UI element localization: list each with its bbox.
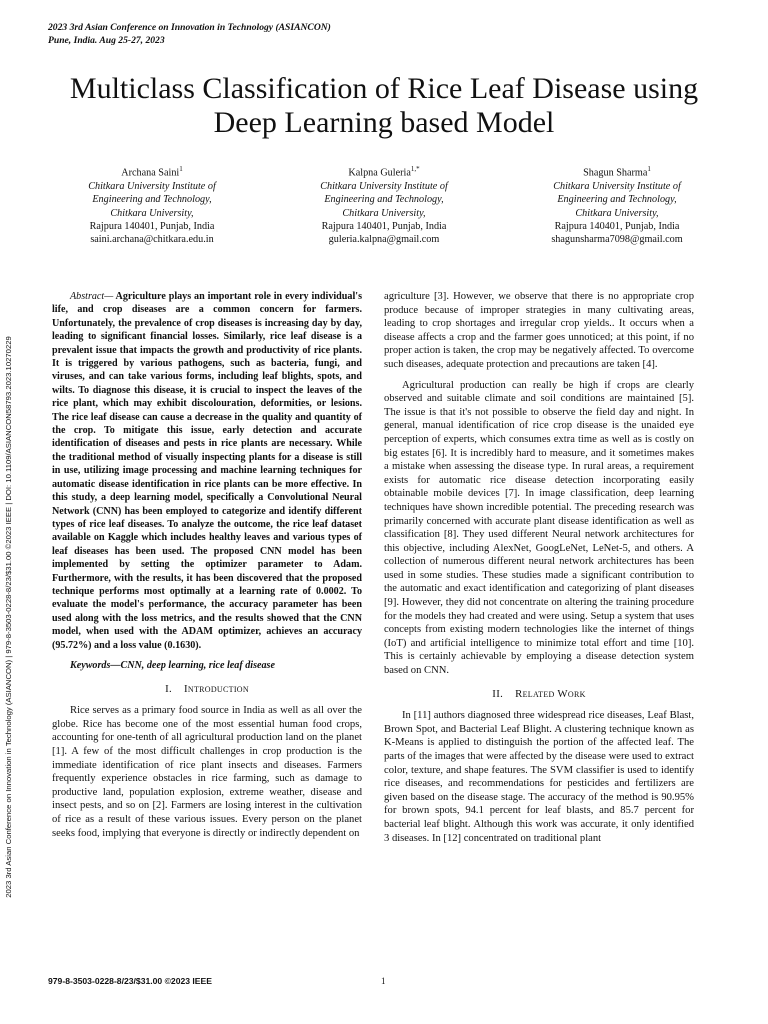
author-address: Rajpura 140401, Punjab, India [321,221,447,233]
author-affiliation: Chitkara University Institute of [88,180,216,192]
author-name: Kalpna Guleria [348,167,411,179]
author-email: guleria.kalpna@gmail.com [328,234,440,246]
author-affiliation: Engineering and Technology, [92,194,212,206]
author-address: Rajpura 140401, Punjab, India [89,221,215,233]
conference-location: Pune, India. Aug 25-27, 2023 [48,35,165,46]
paper-title: Multiclass Classification of Rice Leaf Disease using Deep Learning based Model [69,72,699,139]
abstract-text: Agriculture plays an important role in every individual's life, and crop diseases are a common concern for farmers. Unfortunately, the prevalence of crop diseases is increasing day by day, leading to significant financial losses. Similarly, rice leaf disease is a prevalent issue that impacts the growth and productivity of rice plants. It is triggered by various pathogens, such as bacteria, fungi, and viruses, and can take various forms, including leaf blights, spots, and wilts. To diagnose this disease, it is crucial to inspect the leaves of the rice plant, which may exhibit discolouration, deformities, or lesions. The rice leaf disease can cause a decrease in the quality and quantity of the crop. To mitigate this issue, early detection and accurate identification of diseases and pests in rice plants are necessary. While the traditional method of visually inspecting plants for a disease is still in use, utilizing image processing and machine learning techniques for automatic disease identification in rice plants can be more effective. In this study, a deep learning model, specifically a Convolutional Neural Network (CNN) has been employed to categorize and identify different types of rice leaf diseases. To analyze the outcome, the rice leaf dataset available on Kaggle which includes healthy leaves and various types of leaf diseases has been used. The proposed CNN model has been implemented by setting the optimizer parameter to Adam. Furthermore, with the results, it has been discovered that the proposed technique performs most optimally at a learning rate of 0.0002. To evaluate the model's performance, the accuracy parameter has been used along with the loss metrics, and the results showed that the CNN model, when used with the ADAM optimizer, achieves an accuracy (95.72%) and a loss value (0.1630). [52,291,362,651]
keywords: Keywords—CNN, deep learning, rice leaf disease [70,659,275,671]
paragraph: agriculture [3]. However, we observe that there is no appropriate crop produce because of improper strategies in many cultivating areas, leading to crop shortages and irregular crop yields.. It occurs when a disease affects a crop and the farmer goes unnoticed; at this point, if no proper action is taken, the crop may be negatively affected. To overcome such diseases, adequate protection and precautions are taken [4]. [384,291,694,370]
paragraph: Rice serves as a primary food source in India as well as all over the globe. Rice has become one of the most essential human food crops, accounting for one-tenth of all agricultural production land on the planet [1]. A few of the most difficult challenges in crop production is the immediate identification of rice plant insects and diseases. Farmers frequently experience obstacles in rice farming, such as damage to productive land, population explosion, extreme weather, disease and insect pests, and so on [2]. Farmers are losing interest in the cultivation of rice as a result of these various issues. Every person on the planet seeks food, implying that everyone is directly or indirectly dependent on [52,705,362,839]
paragraph: Agricultural production can really be high if crops are clearly observed and suitable climate and soil conditions are maintained [5]. The issue is that it's not possible to observe the field day and night. In general, manual identification of rice crop disease is the unaided eye perception of experts, which consumes extra time as well as is costly on big estates [6]. It is incredibly hard to measure, and it sometimes makes a mistake when assessing the disease type. In rural areas, a requirement exists for automatic rice disease detection incorporating easily obtainable mobile devices [7]. In image classification, deep learning techniques have shown incredible potential. The preceding research was primarily concerned with accurate plant disease identification as well as classification [8]. They used different Neural network architectures for this objective, including AlexNet, GoogLeNet, LeNet-5, and others. A collection of numerous different neural network architectures has been used in some studies. These studies made a significant contribution to the automatic and exact identification and categorizing of plant diseases [9]. However, they did not concentrate on altering the training procedure for the models they had created and were using. Setup a system that uses concepts from existing modern technologies like the internet of things (IoT) and artificial intelligence to minimize total effort and time [10]. This is certainly achievable by employing a disease detection system based on CNN. [384,379,694,677]
author-superscript: 1,* [410,165,420,173]
author-affiliation: Chitkara University Institute of [320,180,448,192]
doi-strip: 2023 3rd Asian Conference on Innovation in Technology (ASIANCON) | 979-8-3503-0228-8/23/$31.00 ©2023 IEEE | DOI: 10.1109/ASIANCON58793.2023.10270229 [4,336,13,898]
author-name: Archana Saini [121,167,180,179]
author-email: shagunsharma7098@gmail.com [551,234,683,246]
abstract [52,290,362,652]
conference-name: 2023 3rd Asian Conference on Innovation in Technology (ASIANCON) [48,22,331,33]
author-block-2 [289,163,479,247]
right-column [384,290,694,845]
abstract-label: Abstract— [70,291,114,302]
footer-copyright: 979-8-3503-0228-8/23/$31.00 ©2023 IEEE [48,976,213,986]
section-number: II. [492,687,504,700]
author-email: saini.archana@chitkara.edu.in [90,234,214,246]
author-block-1 [57,163,247,247]
side-margin-note [2,258,16,976]
author-block-3 [522,163,712,247]
conference-header [48,21,331,47]
author-affiliation: Chitkara University, [342,207,426,219]
author-affiliation: Engineering and Technology, [557,194,677,206]
author-address: Rajpura 140401, Punjab, India [554,221,680,233]
section-number: I. [165,682,172,695]
section-title: Introduction [183,682,249,695]
left-column [52,290,362,840]
author-affiliation: Chitkara University, [110,207,194,219]
section-heading-introduction [52,683,362,697]
author-affiliation: Engineering and Technology, [324,194,444,206]
author-affiliation: Chitkara University Institute of [553,180,681,192]
page-number: 1 [381,976,386,986]
author-superscript: 1 [647,165,651,173]
author-superscript: 1 [179,165,183,173]
author-name: Shagun Sharma [583,167,648,179]
paragraph: In [11] authors diagnosed three widespread rice diseases, Leaf Blast, Brown Spot, and Bacterial Leaf Blight. A clustering technique known as K-Means is applied to distinguish the portion of the affected leaf. The parts of the images that were affected by the disease were used to extract color, texture, and shape features. The SVM classifier is used to identify rice diseases, and recommendations for pesticides and fertilizers are given based on the disease stage. The accuracy of the method is 90.95% for brown spots, 94.1 percent for leaf blasts, and 85.7 percent for bacterial leaf blight. Although this work was accurate, it only identified 3 diseases. In [12] concentrated on traditional plant [384,710,694,844]
section-heading-related-work [384,688,694,702]
author-affiliation: Chitkara University, [575,207,659,219]
section-title: Related Work [515,687,586,700]
